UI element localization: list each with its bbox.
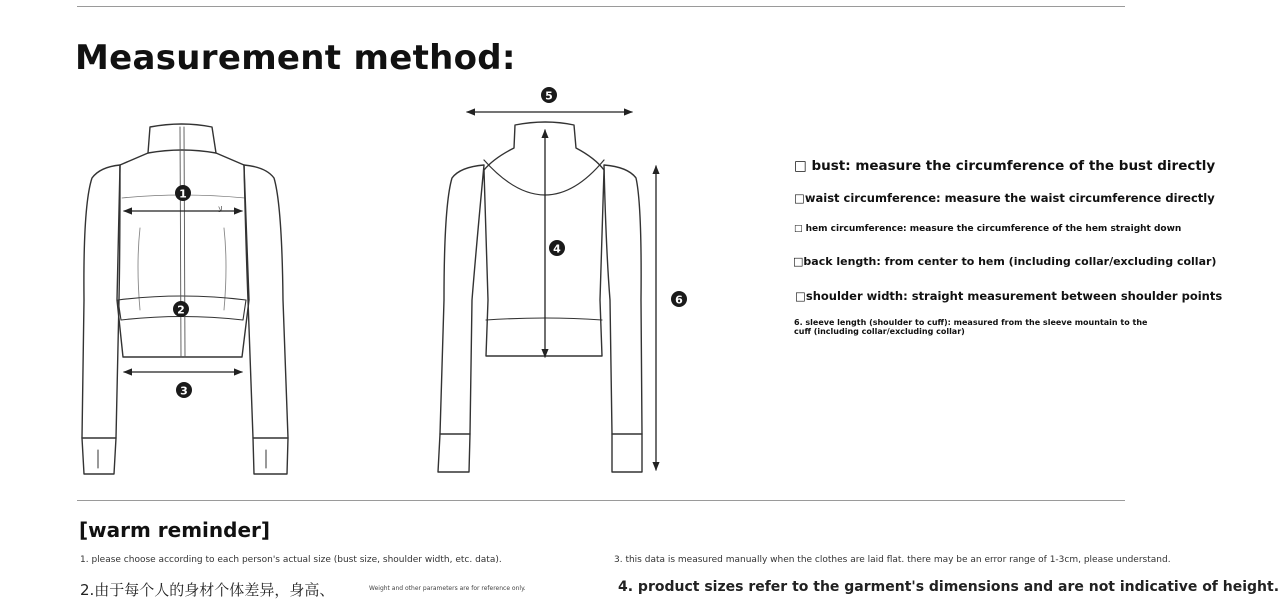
legend-bust: □ bust: measure the circumference of the bust directly: [794, 158, 1216, 174]
marker-2: [173, 301, 189, 317]
svg-text:2: 2: [177, 303, 185, 317]
legend-back-length: □back length: from center to hem (including collar/excluding collar): [793, 255, 1217, 268]
measurement-arrows: [124, 112, 656, 470]
reminder-note-1: 1. please choose according to each person's actual size (bust size, shoulder width, etc. data).: [80, 555, 502, 565]
reminder-note-3: 3. this data is measured manually when the clothes are laid flat. there may be an error range of 1-3cm, please understand.: [614, 555, 1171, 565]
svg-text:1: 1: [179, 187, 187, 201]
legend-shoulder-width: □shoulder width: straight measurement between shoulder points: [795, 289, 1223, 303]
marker-6: [671, 291, 687, 307]
marker-3: [176, 382, 192, 398]
jacket-back-drawing: [438, 122, 642, 472]
marker-1: [175, 185, 191, 201]
section-divider: [77, 500, 1125, 501]
svg-text:5: 5: [545, 89, 553, 103]
reminder-title: [warm reminder]: [79, 518, 271, 542]
marker-4: [549, 240, 565, 256]
jacket-front-drawing: [82, 124, 288, 474]
svg-text:3: 3: [180, 384, 188, 398]
svg-text:4: 4: [553, 242, 561, 256]
reminder-note-2: 2.由于每个人的身材个体差异，身高、: [80, 581, 335, 599]
logo-mark: ﻻ: [218, 205, 223, 214]
reminder-note-2-small: Weight and other parameters are for reference only.: [369, 585, 526, 592]
marker-5: [541, 87, 557, 103]
legend-waist: □waist circumference: measure the waist circumference directly: [794, 191, 1215, 205]
legend-sleeve-length: 6. sleeve length (shoulder to cuff): measured from the sleeve mountain to the cuff (including collar/excluding collar): [794, 318, 1148, 336]
reminder-note-4: 4. product sizes refer to the garment's dimensions and are not indicative of height.: [618, 579, 1279, 595]
legend-hem: □ hem circumference: measure the circumference of the hem straight down: [794, 224, 1182, 234]
svg-text:6: 6: [675, 293, 683, 307]
page-title: Measurement method:: [75, 38, 516, 78]
